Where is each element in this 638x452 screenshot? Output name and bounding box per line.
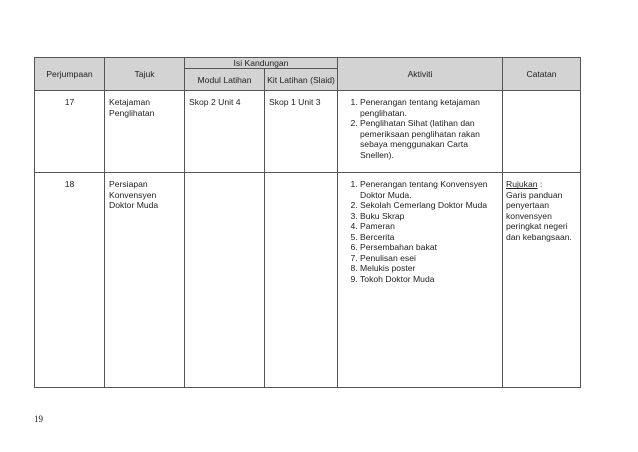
cell-modul: Skop 2 Unit 4 xyxy=(185,91,265,173)
list-item: 1. Penerangan tentang Konvensyen Doktor Muda. xyxy=(360,179,498,200)
list-item: 8. Melukis poster xyxy=(360,263,498,273)
list-item: 5. Bercerita xyxy=(360,232,498,242)
header-catatan: Catatan xyxy=(503,58,581,91)
aktiviti-list xyxy=(342,179,498,284)
cell-catatan: Rujukan : Garis panduan penyertaan konvensyen peringkat negeri dan kebangsaan. xyxy=(503,173,581,388)
rujukan-label: Rujukan xyxy=(506,179,538,190)
rujukan-text: Garis panduan penyertaan konvensyen peringkat negeri dan kebangsaan. xyxy=(506,189,572,242)
cell-catatan xyxy=(503,91,581,173)
table-row xyxy=(35,91,581,173)
activity-table xyxy=(34,57,581,388)
cell-modul xyxy=(185,173,265,388)
header-aktiviti: Aktiviti xyxy=(338,58,503,91)
header-modul-latihan: Modul Latihan xyxy=(185,69,265,91)
cell-perjumpaan: 18 xyxy=(35,173,105,388)
list-item: 1. Penerangan tentang ketajaman penglihatan. xyxy=(360,97,498,118)
list-item: 9. Tokoh Doktor Muda xyxy=(360,274,498,284)
aktiviti-list xyxy=(342,97,498,160)
list-item: 4. Pameran xyxy=(360,221,498,231)
list-item: 7. Penulisan esei xyxy=(360,253,498,263)
cell-perjumpaan: 17 xyxy=(35,91,105,173)
list-item: 2. Sekolah Cemerlang Doktor Muda xyxy=(360,200,498,210)
header-kit-latihan: Kit Latihan (Slaid) xyxy=(265,69,338,91)
page-number: 19 xyxy=(34,414,43,424)
cell-tajuk: Ketajaman Penglihatan xyxy=(105,91,185,173)
table-row xyxy=(35,173,581,388)
cell-aktiviti xyxy=(338,173,503,388)
list-item: 3. Buku Skrap xyxy=(360,211,498,221)
list-item: 2. Penglihatan Sihat (latihan dan pemeriksaan penglihatan rakan sebaya menggunakan Carta Snellen). xyxy=(360,118,498,160)
header-tajuk: Tajuk xyxy=(105,58,185,91)
header-perjumpaan: Perjumpaan xyxy=(35,58,105,91)
list-item: 6. Persembahan bakat xyxy=(360,242,498,252)
cell-aktiviti xyxy=(338,91,503,173)
cell-tajuk: Persiapan Konvensyen Doktor Muda xyxy=(105,173,185,388)
cell-kit: Skop 1 Unit 3 xyxy=(265,91,338,173)
header-isi-kandungan: Isi Kandungan xyxy=(185,58,338,69)
cell-kit xyxy=(265,173,338,388)
